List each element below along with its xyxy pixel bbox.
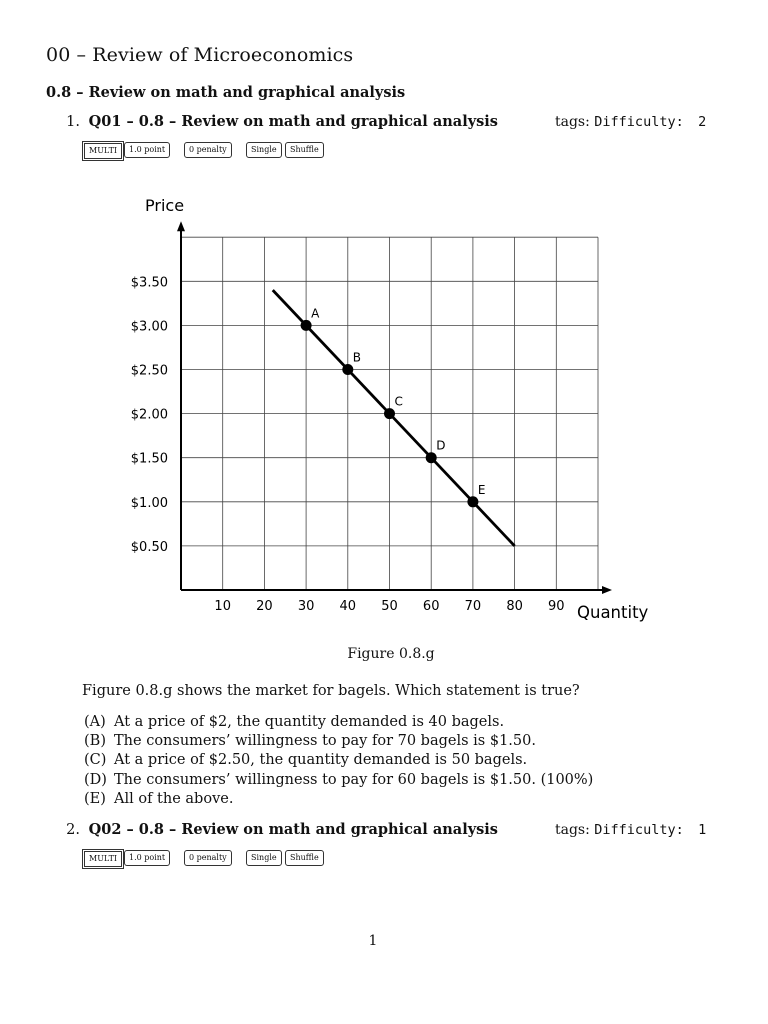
choice-label: (D) [84, 771, 107, 788]
choice-text: At a price of $2, the quantity demanded is 40 bagels. [114, 714, 505, 730]
choice-label: (B) [84, 733, 106, 750]
choice-text: At a price of $2.50, the quantity demanded is 50 bagels. [114, 752, 528, 769]
point-b [342, 364, 353, 375]
tags-label: tags: [555, 114, 590, 130]
choice-text: The consumers’ willingness to pay for 60 bagels is $1.50. (100%) [114, 771, 594, 788]
point-label-d: D [436, 438, 446, 453]
y-tick-labels [131, 275, 168, 555]
question-2-header [62, 821, 498, 838]
x-tick-label: 70 [464, 599, 482, 614]
question-2-number: 2. [66, 822, 80, 838]
point-e [467, 496, 478, 507]
point-d [426, 452, 437, 463]
badge-single: Single [246, 142, 282, 158]
page-number: 1 [368, 933, 378, 949]
badge-type: MULTI [84, 851, 122, 867]
choice-text: All of the above. [114, 790, 234, 807]
figure-caption: Figure 0.8.g [347, 646, 435, 662]
badge-shuffle: Shuffle [285, 850, 324, 866]
badge-shuffle: Shuffle [285, 142, 324, 158]
choice-text: The consumers’ willingness to pay for 70 bagels is $1.50. [114, 733, 536, 750]
x-axis-label: Quantity [577, 603, 649, 622]
x-tick-label: 10 [214, 599, 231, 614]
badge-penalty: 0 penalty [184, 142, 232, 158]
choice-label: (C) [84, 752, 107, 769]
question-1-number: 1. [66, 114, 80, 130]
demand-series [273, 290, 515, 546]
y-tick-label: $2.00 [130, 407, 168, 423]
difficulty-value: 1 [698, 822, 707, 838]
x-axis-arrow [602, 586, 612, 594]
x-tick-label: 50 [381, 599, 398, 614]
question-2-title: Q02 – 0.8 – Review on math and graphical analysis [88, 821, 498, 838]
question-1-title: Q01 – 0.8 – Review on math and graphical analysis [88, 113, 498, 130]
choice-a [84, 713, 593, 732]
point-label-c: C [394, 394, 403, 409]
tags-label: tags: [555, 822, 590, 838]
y-axis-label: Price [145, 196, 185, 215]
y-tick-label: $0.50 [130, 539, 168, 555]
tags-difficulty-label: Difficulty: [594, 114, 684, 130]
y-tick-label: $1.50 [130, 451, 168, 467]
point-c [384, 408, 395, 419]
point-label-e: E [477, 482, 486, 497]
question-prompt: Figure 0.8.g shows the market for bagels. Which statement is true? [82, 683, 580, 699]
badge-points: 1.0 point [124, 142, 170, 158]
point-label-b: B [352, 350, 362, 365]
x-tick-label: 30 [297, 599, 315, 614]
y-axis-arrow [177, 221, 185, 231]
x-tick-label: 40 [339, 599, 357, 614]
x-tick-labels [214, 599, 564, 614]
y-tick-label: $3.00 [130, 319, 168, 335]
question-2-tags [555, 822, 706, 838]
badge-type: MULTI [84, 143, 122, 159]
choice-b [84, 732, 593, 751]
badge-penalty: 0 penalty [184, 850, 232, 866]
choice-label: (E) [84, 790, 106, 807]
x-tick-label: 80 [506, 599, 523, 614]
tags-difficulty-label: Difficulty: [594, 822, 684, 838]
choice-d [84, 771, 593, 790]
choice-label: (A) [84, 714, 106, 730]
subsection-title: 0.8 – Review on math and graphical analysis [46, 84, 406, 101]
section-title: 00 – Review of Microeconomics [46, 44, 354, 66]
badge-single: Single [246, 850, 282, 866]
point-a [301, 320, 312, 331]
answer-choices [84, 713, 593, 809]
x-tick-label: 60 [422, 599, 440, 614]
choice-c [84, 751, 593, 770]
y-tick-label: $1.00 [130, 495, 168, 511]
badge-points: 1.0 point [124, 850, 170, 866]
point-label-a: A [311, 306, 320, 321]
x-tick-label: 20 [256, 599, 273, 614]
y-tick-label: $3.50 [130, 275, 168, 291]
x-tick-label: 90 [548, 599, 565, 614]
choice-e [84, 790, 593, 809]
y-tick-label: $2.50 [130, 363, 168, 379]
difficulty-value: 2 [698, 114, 707, 130]
